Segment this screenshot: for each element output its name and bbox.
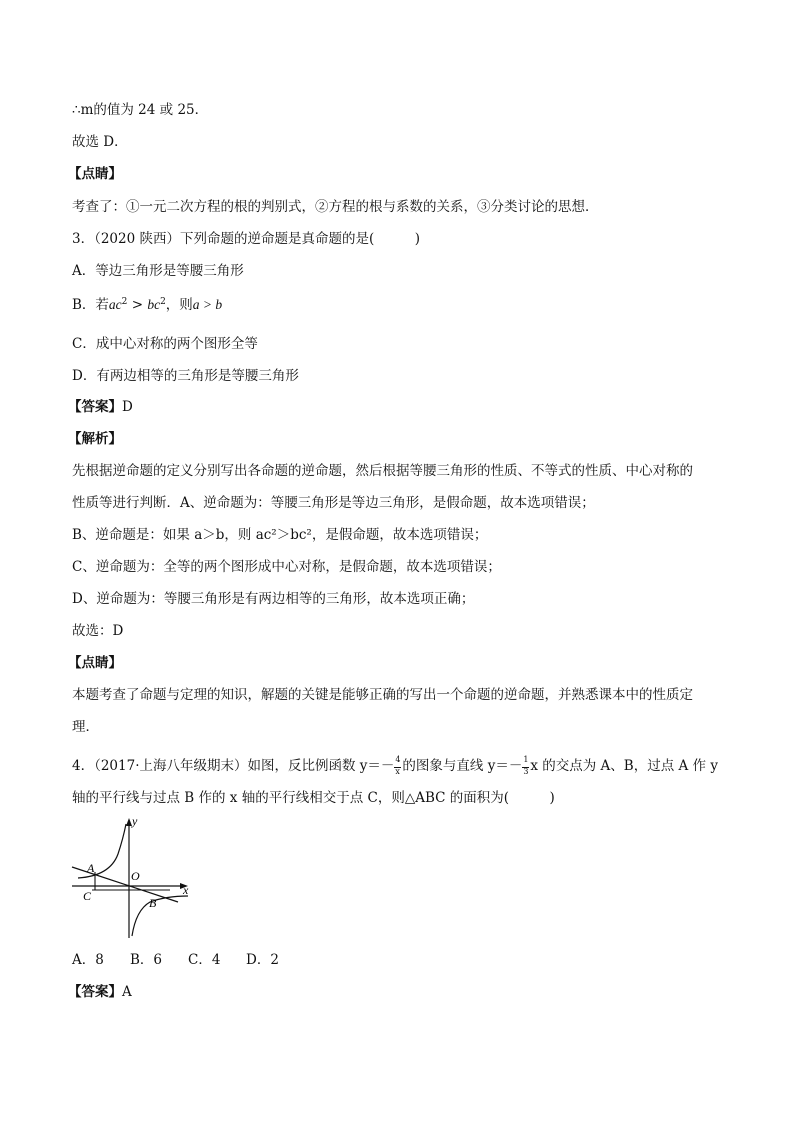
q3-tip-line: 理． <box>72 719 99 735</box>
conclusion-text: ∴m的值为 24 或 25． <box>72 102 209 118</box>
q3-analysis-line: B、逆命题是：如果 a＞b，则 ac²＞bc²，是假命题，故本选项错误； <box>72 527 488 543</box>
q3-option-d: D．有两边相等的三角形是等腰三角形 <box>72 368 299 384</box>
tip-heading-1: 【点睛】 <box>68 166 122 182</box>
point-c-label: C <box>83 889 92 903</box>
q3-option-a: A．等边三角形是等腰三角形 <box>72 263 244 279</box>
q4-option-d: D．2 <box>246 952 279 968</box>
q4-option-b: B．6 <box>130 952 163 968</box>
q3-answer: 【答案】D <box>68 399 133 415</box>
q3-tip-line: 本题考查了命题与定理的知识，解题的关键是能够正确的写出一个命题的逆命题，并熟悉课本中的性质定 <box>72 687 693 703</box>
x-axis-label: x <box>183 883 189 897</box>
question-4-stem-line-1: 4．（2017·上海八年级期末）如图，反比例函数 y＝－ $\frac{4}{x}$ 的图象与直线 y＝－ $\frac{1}{3}$ x 的交点为 A、B，过点 A 作 y <box>72 754 718 776</box>
q3-analysis-heading: 【解析】 <box>68 431 122 447</box>
q3-analysis-line: D、逆命题为：等腰三角形是有两边相等的三角形，故本选项正确； <box>72 591 475 607</box>
fraction-4-over-x: $\frac{4}{x}$ <box>395 754 401 776</box>
hyperbola-upper-left-branch <box>78 824 126 878</box>
y-axis-label: y <box>132 814 138 828</box>
fraction-1-over-3: $\frac{1}{3}$ <box>523 754 529 776</box>
point-b-label: B <box>149 896 157 910</box>
origin-label: O <box>131 869 140 883</box>
point-a-label: A <box>87 861 95 875</box>
question-3-stem: 3．（2020 陕西）下列命题的逆命题是真命题的是( ) <box>72 231 421 247</box>
q3-analysis-line: 故选：D <box>72 623 124 639</box>
q3-analysis-line: 先根据逆命题的定义分别写出各命题的逆命题，然后根据等腰三角形的性质、不等式的性质、中心对称的 <box>72 463 693 479</box>
tip-text-1: 考查了：①一元二次方程的根的判别式，②方程的根与系数的关系，③分类讨论的思想． <box>72 199 599 215</box>
q3-tip-heading: 【点睛】 <box>68 655 122 671</box>
q3-option-b: B．若$ac^2 > bc^2$，则a > b <box>72 297 223 313</box>
question-4-stem-line-2: 轴的平行线与过点 B 作的 x 轴的平行线相交于点 C，则△ABC 的面积为( ) <box>72 790 555 806</box>
hyperbola-line-graph <box>70 814 194 940</box>
q3-analysis-line: C、逆命题为：全等的两个图形成中心对称，是假命题，故本选项错误； <box>72 559 501 575</box>
hyperbola-lower-right-branch <box>132 896 188 936</box>
choice-text: 故选 D． <box>72 134 128 150</box>
q4-option-c: C．4 <box>188 952 221 968</box>
q4-answer: 【答案】A <box>68 984 132 1000</box>
q3-analysis-line: 性质等进行判断．A、逆命题为：等腰三角形是等边三角形，是假命题，故本选项错误； <box>72 495 595 511</box>
q3-option-c: C．成中心对称的两个图形全等 <box>72 336 258 352</box>
q4-option-a: A．8 <box>72 952 104 968</box>
